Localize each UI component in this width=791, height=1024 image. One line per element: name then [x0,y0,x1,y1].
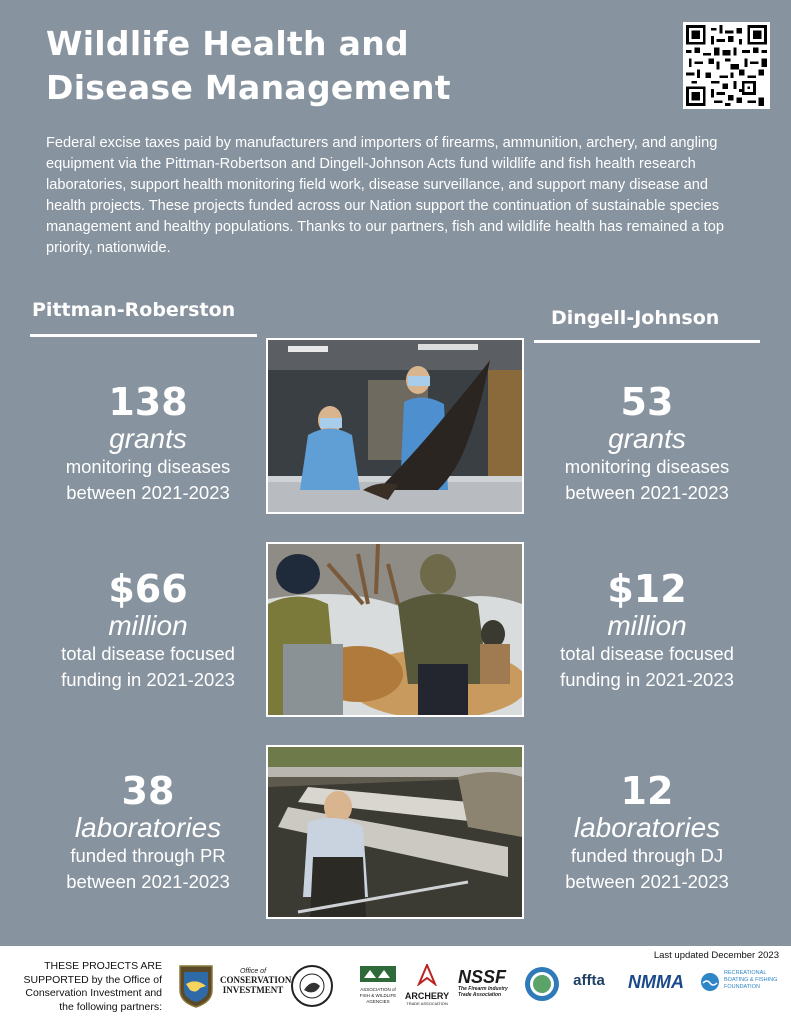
stat-desc-line-1: monitoring diseases [65,456,231,477]
archery-sub-text: TRADE ASSOCIATION [406,1001,448,1006]
stat-desc-line-1: funded through PR [70,845,226,866]
stat-desc-line-1: monitoring diseases [564,456,730,477]
nssf-logo [458,968,520,998]
afwa-text: ASSOCIATION of FISH & WILDLIFE AGENCIES [359,987,397,1004]
dj-labs-stat [527,769,767,895]
stat-unit: million [108,610,188,641]
archery-arrow-icon [417,964,437,986]
oci-small-text: Office of [239,968,267,975]
oci-logo [220,968,292,995]
partner-logos [172,962,782,1014]
pr-funding-stat [28,567,268,693]
usfws-logo-icon [178,964,214,1008]
stat-unit: grants [608,423,686,454]
stat-desc-line-2: between 2021-2023 [66,871,230,892]
stat-desc-line-2: between 2021-2023 [565,482,729,503]
archery-logo [402,964,452,1006]
stat-number: 53 [620,380,674,424]
pittman-robertson-underline [30,334,257,337]
nssf-text: NSSF [458,967,507,987]
nmma-text: NMMA [628,972,684,992]
nssf-sub-text: The Firearm Industry Trade Association [458,986,508,998]
title-line-1: Wildlife Health and [46,24,409,63]
oci-big-text-1: CONSERVATION [220,975,292,985]
stat-desc-line-2: funding in 2021-2023 [560,669,734,690]
elk-field-photo [266,542,524,717]
stat-unit: grants [109,423,187,454]
stat-number: $66 [108,567,188,611]
stat-desc-line-2: between 2021-2023 [565,871,729,892]
rbff-logo [700,970,782,991]
page-title [46,22,606,110]
stat-unit: laboratories [573,812,721,843]
pr-grants-stat [28,380,268,506]
rbff-wave-icon [700,972,720,992]
pittman-robertson-heading: Pittman-Roberston [32,299,236,321]
fish-hatchery-photo [266,745,524,919]
wsfr-logo-icon [290,964,334,1008]
stat-desc-line-2: between 2021-2023 [66,482,230,503]
stat-number: 12 [620,769,674,813]
affta-logo [566,972,612,989]
intro-paragraph: Federal excise taxes paid by manufacturers and importers of firearms, ammunition, archery, and angling equipment via the Pittman-Robertson and Dingell-Johnson Acts fund wildlife and fish health research laboratories, support health monitoring field work, disease surveillance, and support many disease and health projects. These projects funded across our Nation support the continuation of sustainable species management and healthy populations. Thanks to our partners, fish and wildlife health has remained a top priority, nationwide. [46,135,724,256]
dingell-johnson-underline [534,340,760,343]
stat-unit: laboratories [74,812,222,843]
oci-big-text-2: INVESTMENT [222,985,284,995]
stat-desc-line-1: total disease focused [560,643,734,664]
stat-number: $12 [607,567,687,611]
lab-eagle-photo [266,338,524,514]
supported-by-text: THESE PROJECTS ARE SUPPORTED by the Office of Conservation Investment and the following partners: [23,960,162,1013]
pr-labs-stat [28,769,268,895]
partner-seal-icon [524,966,560,1002]
afwa-logo [358,966,398,1005]
archery-text: ARCHERY [404,991,450,1001]
qr-code-icon[interactable] [683,22,770,109]
dingell-johnson-heading: Dingell-Johnson [551,307,720,329]
dj-grants-stat [527,380,767,506]
dj-funding-stat [527,567,767,693]
stat-number: 38 [121,769,175,813]
stat-desc-line-1: total disease focused [61,643,235,664]
title-line-2: Disease Management [46,68,451,107]
stat-desc-line-2: funding in 2021-2023 [61,669,235,690]
affta-text: affta [573,972,605,989]
afwa-mark-icon [360,966,396,982]
last-updated: Last updated December 2023 [653,950,779,961]
nmma-logo [620,972,692,993]
rbff-text: RECREATIONAL BOATING & FISHING FOUNDATION [724,970,778,990]
stat-number: 138 [108,380,188,424]
stat-unit: million [607,610,687,641]
stat-desc-line-1: funded through DJ [570,845,724,866]
